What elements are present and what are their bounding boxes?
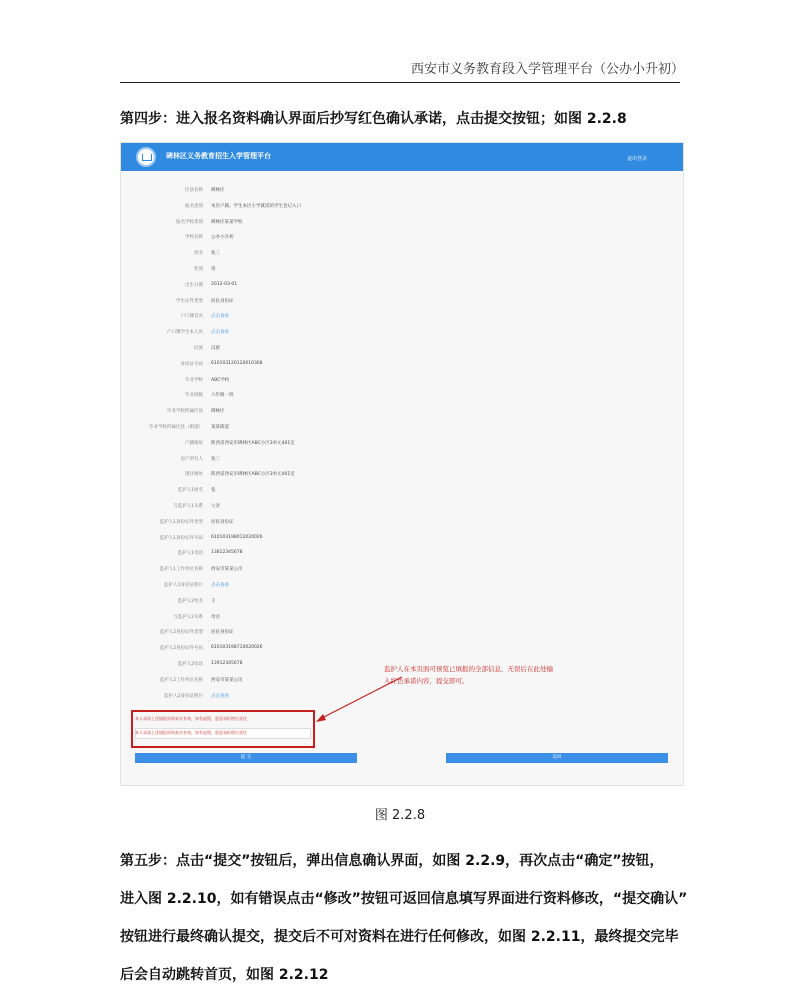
form-row-value: 六年级一班 <box>211 393 234 399</box>
form-row-label: 姓名 <box>194 251 203 257</box>
form-row-value: 610103198012020026 <box>211 534 263 540</box>
form-row-label: 民族 <box>194 346 203 351</box>
form-row-label: 监护人2姓名 <box>177 598 203 604</box>
form-row-value: 西安市某某公司 <box>211 677 243 683</box>
form-row <box>121 485 683 495</box>
figure-caption: 图 2.2.8 <box>374 808 426 823</box>
app-title: 碑林区义务教育招生入学管理平台 <box>166 152 271 160</box>
form-row-value: 13912345678 <box>211 661 243 666</box>
form-row-value: 居民身份证 <box>211 519 234 525</box>
form-row-label: 毕业学校所属区县 <box>167 409 203 415</box>
submit-button[interactable]: 提 交 <box>135 753 357 763</box>
form-row-label: 房产所有人 <box>180 456 203 462</box>
form-row-value: 某某街道 <box>211 425 229 430</box>
form-row <box>121 406 683 416</box>
form-row-label: 现住地址 <box>185 472 203 478</box>
form-row-label: 监护人2电话 <box>177 662 203 667</box>
form-row <box>121 311 683 321</box>
form-screenshot <box>120 142 684 786</box>
running-header: 西安市义务教育段入学管理平台（公办小升初） <box>410 62 684 77</box>
form-row-label: 报名类别 <box>185 203 203 209</box>
form-row <box>121 627 683 637</box>
form-row <box>121 564 683 574</box>
form-row-value: 父亲 <box>211 504 220 509</box>
view-photo-link[interactable]: 点击查看 <box>211 693 229 699</box>
commitment-input-placeholder: 本人承诺上述填报资料真实有效，如有虚假，愿意承担相应责任 <box>135 730 247 735</box>
form-row-label: 学生证件类型 <box>176 298 203 304</box>
form-row <box>121 469 683 479</box>
form-row <box>121 580 683 590</box>
view-photo-link[interactable]: 点击查看 <box>211 314 229 320</box>
form-row <box>121 248 683 258</box>
form-row-label: 户口簿学生本人页 <box>167 330 203 336</box>
back-button[interactable]: 返回 <box>446 753 668 763</box>
form-row <box>121 359 683 369</box>
form-row-label: 身份证号码 <box>180 361 203 367</box>
form-row <box>121 422 683 432</box>
form-row-label: 与监护人2关系 <box>173 614 203 620</box>
form-row-label: 监护人2身份证件类型 <box>159 630 203 636</box>
form-row <box>121 185 683 195</box>
form-row-value: 碑林区某某学校 <box>211 219 243 225</box>
view-photo-link[interactable]: 点击查看 <box>211 330 229 336</box>
header-rule <box>120 82 680 83</box>
step-four-text: 第四步：进入报名资料确认界面后抄写红色确认承诺，点击提交按钮；如图 2.2.8 <box>120 111 627 127</box>
form-row-value: 汉族 <box>211 346 220 351</box>
form-row <box>121 264 683 274</box>
form-row-label: 毕业学校所属区县（街道） <box>149 425 203 430</box>
form-row-label: 监护人2工作单位名称 <box>159 677 203 683</box>
step-five-line: 后会自动跳转首页，如图 2.2.12 <box>120 967 329 983</box>
form-row-label: 监护人1电话 <box>177 551 203 557</box>
form-row <box>121 643 683 653</box>
form-row-value: 居民身份证 <box>211 298 234 304</box>
form-row <box>121 438 683 448</box>
form-row-value: 2012-03-01 <box>211 281 238 287</box>
form-row-value: 张三 <box>211 251 220 257</box>
form-row-label: 户籍地址 <box>185 440 203 446</box>
form-row <box>121 501 683 511</box>
form-row-value: 610103120120010308 <box>211 360 263 366</box>
form-row-label: 监护人2身份证件号码 <box>159 646 203 652</box>
form-row-label: 性别 <box>194 267 203 272</box>
form-row-value: 陕西省西安市碑林区ABC小区3单元401室 <box>211 472 295 478</box>
logout-link[interactable]: 退出登录 <box>626 156 647 162</box>
form-row-value: 本区户籍、学生本区小学就读的学生登记入口 <box>211 203 301 209</box>
form-row <box>121 232 683 242</box>
form-row <box>121 390 683 400</box>
form-row-value: 王 <box>211 598 216 604</box>
step-five-line: 按钮进行最终确认提交，提交后不可对资料在进行任何修改，如图 2.2.11，最终提交完毕 <box>120 929 679 945</box>
form-row <box>121 454 683 464</box>
form-row-label: 毕业班级 <box>185 393 203 399</box>
form-row <box>121 612 683 622</box>
form-row-value: 610103198710020026 <box>211 645 263 651</box>
commitment-text: 本人承诺上述填报资料真实有效，如有虚假，愿意承担相应责任 <box>135 716 247 721</box>
form-row <box>121 596 683 606</box>
form-row <box>121 533 683 543</box>
form-row-label: 监护人1工作单位名称 <box>159 567 203 573</box>
form-row-label: 监护人1身份证件类型 <box>159 519 203 525</box>
form-row-label: 区县名称 <box>185 188 203 193</box>
form-row-value: 男 <box>211 267 216 272</box>
form-row-value: 张三 <box>211 456 220 462</box>
step-five-line: 进入图 2.2.10，如有错误点击“修改”按钮可返回信息填写界面进行资料修改，“提交确认” <box>120 891 688 907</box>
form-row-label: 监护人1身份证照片 <box>164 583 203 588</box>
form-row-value: 碑林区 <box>211 188 225 193</box>
form-row-label: 监护人2身份证照片 <box>164 693 203 699</box>
form-row-label: 监护人1身份证件号码 <box>159 535 203 541</box>
school-logo-icon <box>136 147 156 167</box>
form-row-value: 公办小升初 <box>211 235 234 241</box>
form-row-value: 西安市某某公司 <box>211 567 243 573</box>
form-row-label: 报名学校类别 <box>176 219 203 225</box>
form-row-label: 学校名称 <box>185 235 203 241</box>
form-row-label: 户口簿首页 <box>180 314 203 320</box>
form-row <box>121 517 683 527</box>
form-row-value: 碑林区 <box>211 409 225 415</box>
step-five-line: 第五步：点击“提交”按钮后，弹出信息确认界面，如图 2.2.9，再次点击“确定”按钮， <box>120 853 664 869</box>
form-row-label: 毕业学校 <box>185 377 203 383</box>
form-row <box>121 201 683 211</box>
form-row <box>121 375 683 385</box>
form-row-value: 张 <box>211 488 216 494</box>
form-row-value: 陕西省西安市碑林区ABC小区3单元401室 <box>211 440 295 446</box>
form-row <box>121 217 683 227</box>
form-row-label: 出生日期 <box>185 282 203 288</box>
form-row <box>121 296 683 306</box>
form-row-value: 母亲 <box>211 614 220 620</box>
form-row <box>121 327 683 337</box>
form-row-label: 与监护人1关系 <box>173 504 203 509</box>
form-row-label: 监护人1姓名 <box>177 488 203 494</box>
form-row-value: ABC学校 <box>211 377 230 383</box>
view-photo-link[interactable]: 点击查看 <box>211 583 229 588</box>
form-row <box>121 548 683 558</box>
form-row-value: 居民身份证 <box>211 630 234 636</box>
form-row <box>121 343 683 353</box>
app-top-bar <box>121 143 683 171</box>
form-row-value: 13812345678 <box>211 550 243 556</box>
callout-note: 监护人在本页面可预览已填报的全部信息，无误后在此处输入红色承诺内容，提交即可。 <box>384 665 553 685</box>
form-row <box>121 280 683 290</box>
